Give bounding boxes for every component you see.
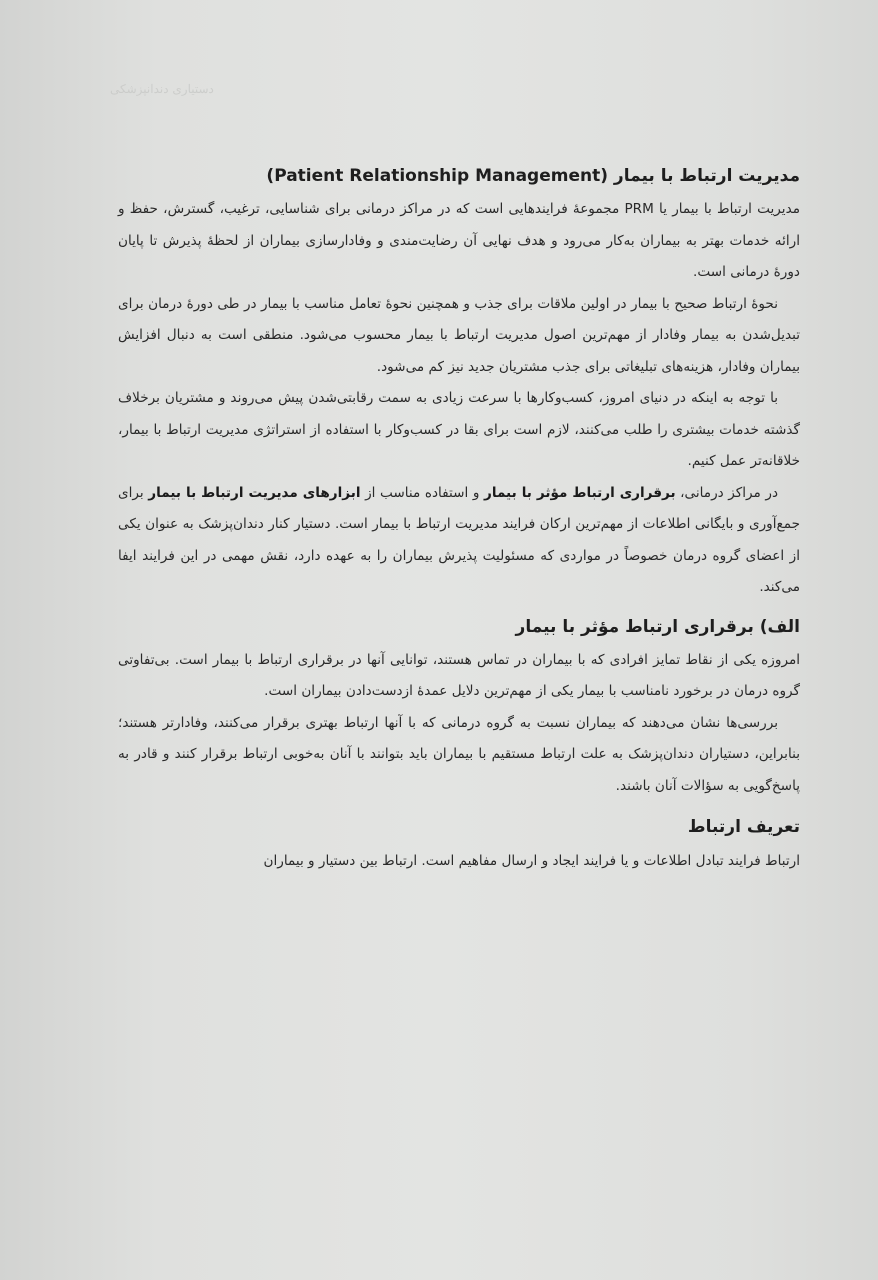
heading-prm-en: (Patient Relationship Management) <box>266 166 608 186</box>
section-heading-prm <box>118 158 800 194</box>
page-content <box>118 158 800 878</box>
paragraph-4-part-c: و استفاده مناسب از <box>360 484 485 501</box>
paragraph-4-part-d: برای جمع‌آوری و بایگانی اطلاعات از مهم‌ترین ارکان فرایند مدیریت ارتباط با بیمار است. دستیار کنار دندان‌پزشک به عنوان یکی از اعضای گروه درمان خصوصاً در مواردی که مسئولیت پذیرش بیماران را به عهده دارد، نقش مهمی در این فرایند ایفا می‌کند. <box>118 484 800 595</box>
paragraph-2: نحوهٔ ارتباط صحیح با بیمار در اولین ملاقات برای جذب و همچنین نحوهٔ تعامل مناسب با بیمار در طی دورهٔ درمان برای تبدیل‌شدن به بیمار وفادار از مهم‌ترین اصول مدیریت ارتباط با بیمار محسوب می‌شود. منطقی است به دنبال افزایش بیماران وفادار، هزینه‌های تبلیغاتی برای جذب مشتریان جدید نیز کم می‌شود. <box>118 295 800 375</box>
section-heading-a: الف) برقراری ارتباط مؤثر با بیمار <box>515 616 800 637</box>
paragraph-4-part-a: در مراکز درمانی، <box>675 484 779 501</box>
paragraph-5: امروزه یکی از نقاط تمایز افرادی که با بیماران در تماس هستند، توانایی آنها در برقراری ارتباط با بیمار است. بی‌تفاوتی گروه درمان در برخورد نامناسب با بیمار یکی از مهم‌ترین دلایل عمدهٔ ازدست‌دادن بیماران است. <box>118 651 800 699</box>
running-head: دستیاری دندانپزشکی <box>110 82 214 96</box>
paragraph-6: بررسی‌ها نشان می‌دهند که بیماران نسبت به گروه درمانی که با آنها ارتباط بهتری برقرار می‌کنند، وفادارتر هستند؛ بنابراین، دستیاران دندان‌پزشک به علت ارتباط مستقیم با بیماران باید بتوانند با آنان به‌خوبی ارتباط برقرار کنند و قادر به پاسخ‌گویی به سؤالات آنان باشند. <box>118 714 800 794</box>
paragraph-4-bold-2: ابزارهای مدیریت ارتباط با بیمار <box>148 484 361 501</box>
heading-prm-fa: مدیریت ارتباط با بیمار <box>613 166 800 186</box>
paragraph-4 <box>118 478 800 604</box>
section-heading-definition: تعریف ارتباط <box>687 817 800 837</box>
paragraph-1: مدیریت ارتباط با بیمار یا PRM مجموعهٔ فرایندهایی است که در مراکز درمانی برای شناسایی، ترغیب، گسترش، حفظ و ارائه خدمات بهتر به بیماران به‌کار می‌رود و هدف نهایی آن رضایت‌مندی و وفادارسازی بیماران از لحظهٔ پذیرش تا پایان دورهٔ درمانی است. <box>118 201 800 280</box>
paragraph-4-bold-1: برقراری ارتباط مؤثر با بیمار <box>484 484 676 501</box>
paragraph-7: ارتباط فرایند تبادل اطلاعات و یا فرایند ایجاد و ارسال مفاهیم است. ارتباط بین دستیار و بیماران <box>263 853 800 869</box>
paragraph-3: با توجه به اینکه در دنیای امروز، کسب‌وکارها با سرعت زیادی به سمت رقابتی‌شدن پیش می‌روند و مشتریان برخلاف گذشته خدمات بیشتری را طلب می‌کنند، لازم است برای بقا در کسب‌وکار با استفاده از استراتژی مدیریت ارتباط با بیمار، خلاقانه‌تر عمل کنیم. <box>118 390 800 469</box>
